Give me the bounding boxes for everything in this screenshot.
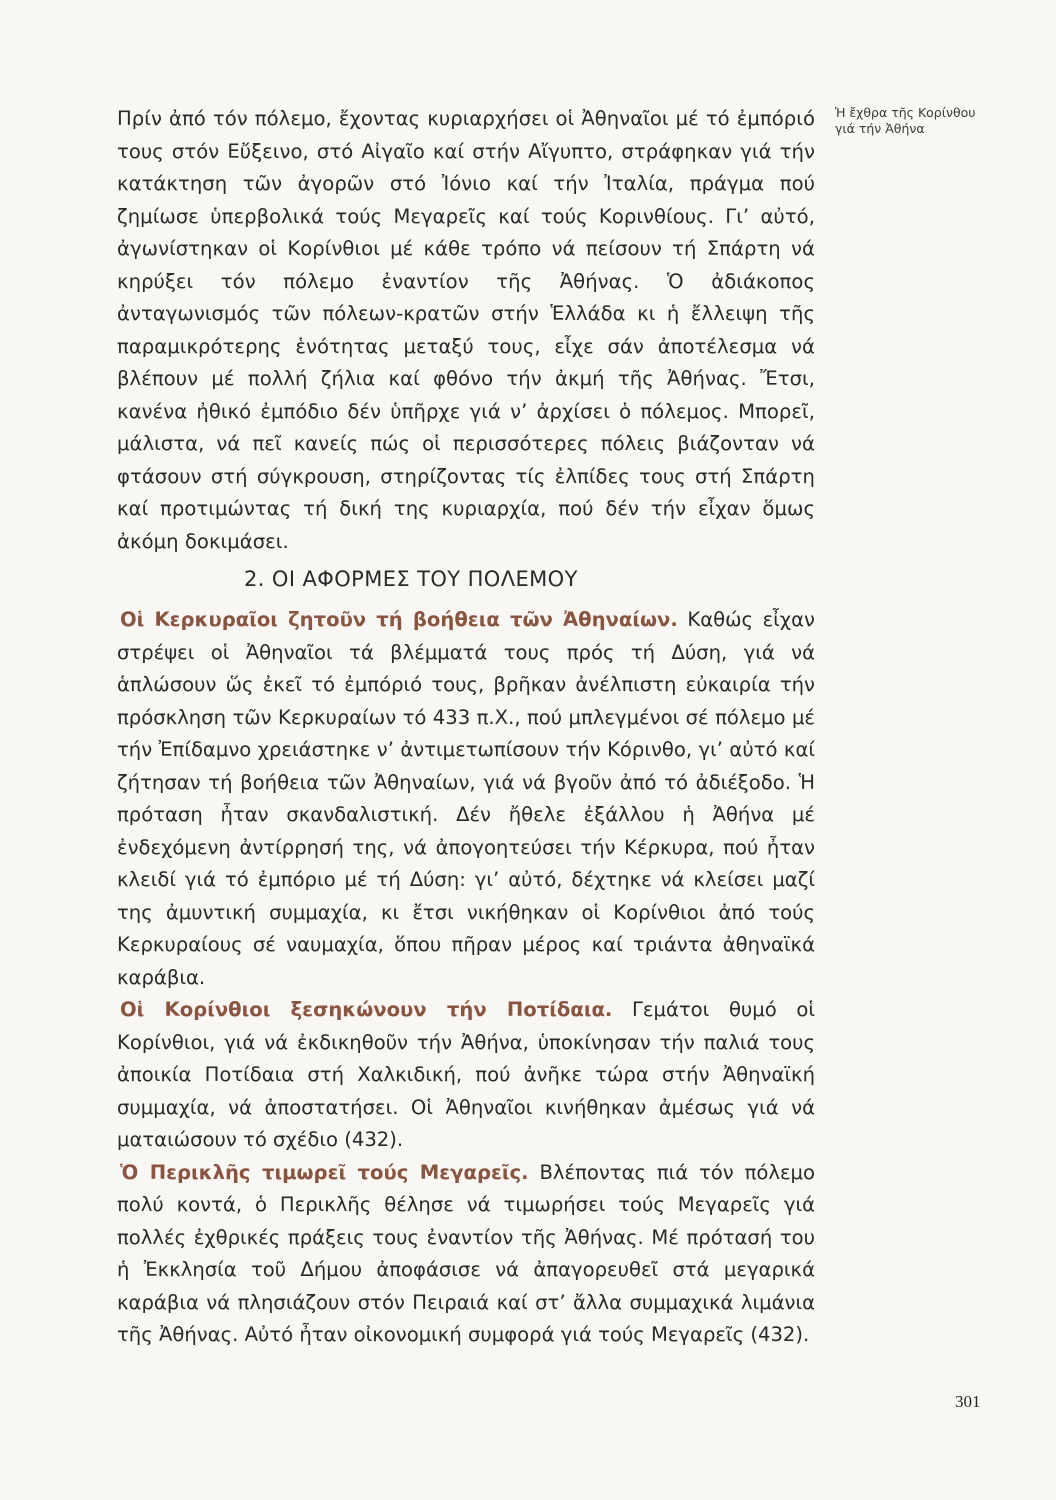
potidaea-text: Γεμάτοι θυμό οἱ Κορίνθιοι, γιά νά ἐκδικηθοῦν τήν Ἀθήνα, ὑποκίνησαν τήν παλιά τους ἀποικία Ποτίδαια στή Χαλκιδική, πού ἀνῆκε τώρα στήν Ἀθηναϊκή συμμαχία, νά ἀποστατήσει. Οἱ Ἀθηναῖοι κινήθηκαν ἀμέσως γιά νά ματαιώσουν τό σχέδιο (432). [117, 998, 815, 1151]
corcyra-text: Καθώς εἶχαν στρέψει οἱ Ἀθηναῖοι τά βλέμματά τους πρός τή Δύση, γιά νά ἁπλώσουν ὥς ἐκεῖ τό ἐμπόριό τους, βρῆκαν ἀνέλπιστη εὐκαιρία τήν πρόσκληση τῶν Κερκυραίων τό 433 π.Χ., πού μπλεγμένοι σέ πόλεμο μέ τήν Ἐπίδαμνο χρειάστηκε ν’ ἀντιμετωπίσουν τήν Κόρινθο, γι’ αὐτό καί ζήτησαν τή βοήθεια τῶν Ἀθηναίων, γιά νά βγοῦν ἀπό τό ἀδιέξοδο. Ἡ πρόταση ἦταν σκανδαλιστική. Δέν ἤθελε ἐξάλλου ἡ Ἀθήνα μέ ἐνδεχόμενη ἀντίρρησή της, νά ἀπογοητεύσει τήν Κέρκυρα, πού ἦταν κλειδί γιά τό ἐμπόριο μέ τή Δύση: γι’ αὐτό, δέχτηκε νά κλείσει μαζί της ἀμυντική συμμαχία, κι ἔτσι νικήθηκαν οἱ Κορίνθιοι ἀπό τούς Κερκυραίους σέ ναυμαχία, ὅπου πῆραν μέρος καί τριάντα ἀθηναϊκά καράβια. [117, 608, 815, 989]
page-number: 301 [955, 1392, 981, 1411]
intro-paragraph: Πρίν ἀπό τόν πόλεμο, ἔχοντας κυριαρχήσει οἱ Ἀθηναῖοι μέ τό ἐμπόριό τους στόν Εὔξεινο, στό Αἰγαῖο καί στήν Αἴγυπτο, στράφηκαν γιά τήν κατάκτηση τῶν ἀγορῶν στό Ἰόνιο καί τήν Ἰταλία, πράγμα πού ζημίωσε ὑπερβολικά τούς Μεγαρεῖς καί τούς Κορινθίους. Γι’ αὐτό, ἀγωνίστηκαν οἱ Κορίνθιοι μέ κάθε τρόπο νά πείσουν τή Σπάρτη νά κηρύξει τόν πόλεμο ἐναντίον τῆς Ἀθήνας. Ὁ ἀδιάκοπος ἀνταγωνισμός τῶν πόλεων-κρατῶν στήν Ἑλλάδα κι ἡ ἔλλειψη τῆς παραμικρότερης ἑνότητας μεταξύ τους, εἶχε σάν ἀποτέλεσμα νά βλέπουν μέ πολλή ζήλια καί φθόνο τήν ἀκμή τῆς Ἀθήνας. Ἔτσι, κανένα ἠθικό ἐμπόδιο δέν ὑπῆρχε γιά ν’ ἀρχίσει ὁ πόλεμος. Μπορεῖ, μάλιστα, νά πεῖ κανείς πώς οἱ περισσότερες πόλεις βιάζονταν νά φτάσουν στή σύγκρουση, στηρίζοντας τίς ἐλπίδες τους στή Σπάρτη καί προτιμώντας τή δική της κυριαρχία, πού δέν τήν εἶχαν ὅμως ἀκόμη δοκιμάσει. [117, 107, 815, 553]
potidaea-paragraph [117, 994, 815, 1157]
potidaea-heading: Οἱ Κορίνθιοι ξεσηκώνουν τήν Ποτίδαια. [120, 998, 613, 1021]
megara-heading: Ὁ Περικλῆς τιμωρεῖ τούς Μεγαρεῖς. [120, 1160, 529, 1184]
section-title: 2. ΟΙ ΑΦΟΡΜΕΣ ΤΟΥ ΠΟΛΕΜΟΥ [244, 567, 578, 591]
megara-paragraph [117, 1157, 815, 1352]
megara-text: Βλέποντας πιά τόν πόλεμο πολύ κοντά, ὁ Περικλῆς θέλησε νά τιμωρήσει τούς Μεγαρεῖς γιά πολλές ἐχθρικές πράξεις τους ἐναντίον τῆς Ἀθήνας. Μέ πρότασή του ἡ Ἐκκλησία τοῦ Δήμου ἀποφάσισε νά ἀπαγορευθεῖ στά μεγαρικά καράβια νά πλησιάζουν στόν Πειραιά καί στ’ ἄλλα συμμαχικά λιμάνια τῆς Ἀθήνας. Αὐτό ἦταν οἰκονομική συμφορά γιά τούς Μεγαρεῖς (432). [117, 1160, 815, 1346]
margin-note: Ἡ ἔχθρα τῆς Κορίνθου γιά τήν Ἀθήνα [835, 105, 976, 136]
causes-section [117, 604, 815, 1352]
corcyra-paragraph [117, 604, 815, 994]
intro-section [117, 103, 815, 558]
corcyra-heading: Οἱ Κερκυραῖοι ζητοῦν τή βοήθεια τῶν Ἀθηναίων. [120, 608, 678, 631]
